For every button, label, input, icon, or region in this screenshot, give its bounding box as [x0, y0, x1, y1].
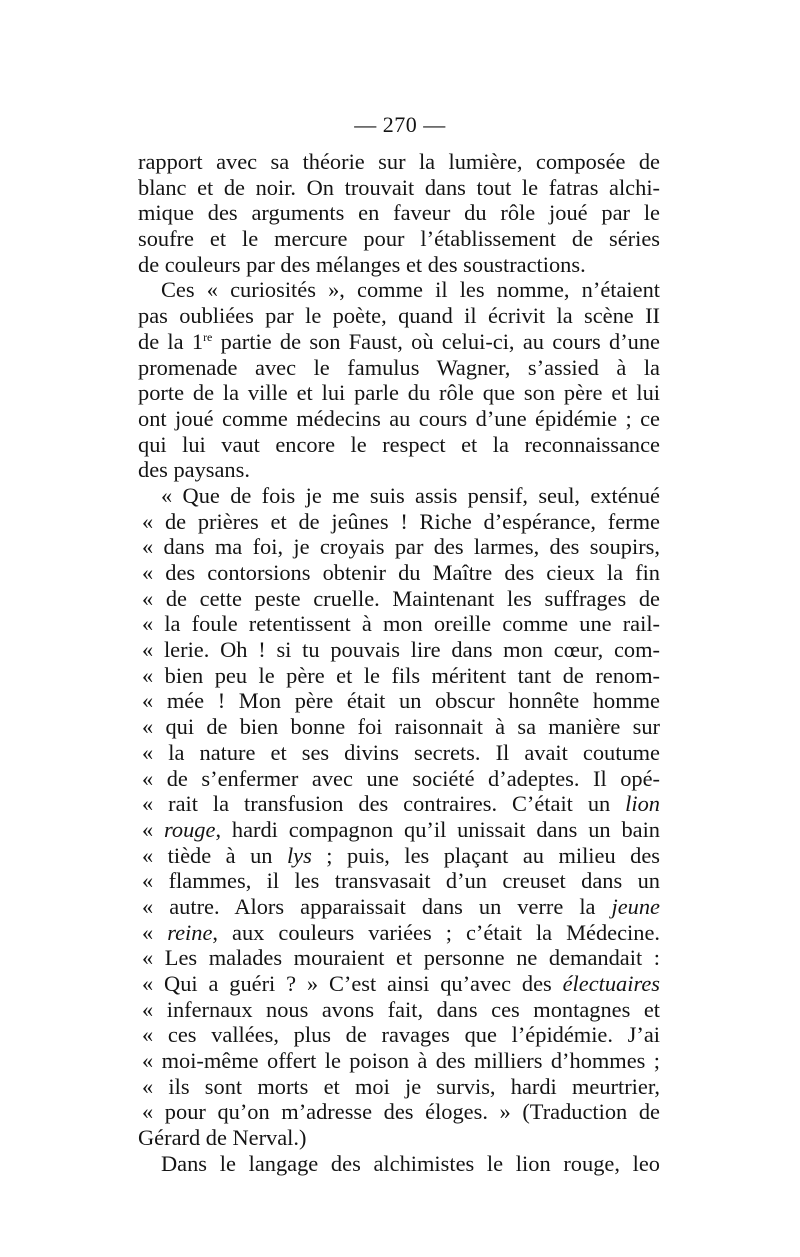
text-line: « qui de bien bonne foi raisonnait à sa manière sur — [142, 714, 660, 740]
italic-run: rouge — [164, 816, 216, 842]
text-line: « des contorsions obtenir du Maître des cieux la fin — [142, 560, 660, 585]
text-line — [138, 971, 660, 997]
text-line: « de s’enfermer avec une société d’adeptes. Il opé- — [142, 765, 660, 791]
text-run: « Qui a guéri ? » C’est ainsi qu’avec des — [142, 971, 563, 996]
text-line: « la nature et ses divins secrets. Il avait coutume — [142, 739, 660, 765]
italic-run: électuaires — [562, 971, 660, 996]
text-line: Gérard de Nerval.) — [138, 1125, 307, 1151]
text-run: de la 1 — [138, 328, 204, 354]
text-line — [138, 791, 660, 817]
text-line: soufre et le mercure pour l’établissement de séries — [138, 226, 660, 252]
italic-run: lys — [286, 842, 312, 868]
text-run: ; puis, les plaçant au milieu des — [311, 842, 660, 868]
text-run: « — [142, 816, 165, 842]
text-line — [138, 329, 660, 355]
text-line: rapport avec sa théorie sur la lumière, composée de — [138, 149, 660, 174]
text-line: « moi-même offert le poison à des milliers d’hommes ; — [142, 1048, 660, 1074]
text-line: « ils sont morts et moi je survis, hardi meurtrier, — [142, 1073, 660, 1099]
text-line: « lerie. Oh ! si tu pouvais lire dans mon cœur, com- — [142, 637, 660, 663]
text-line: ont joué comme médecins au cours d’une épidémie ; ce — [138, 405, 660, 431]
text-line: mique des arguments en faveur du rôle joué par le — [138, 200, 660, 226]
text-line: des paysans. — [138, 457, 250, 483]
text-line: « dans ma foi, je croyais par des larmes, des soupirs, — [142, 534, 660, 560]
text-line: blanc et de noir. On trouvait dans tout le fatras alchi- — [138, 174, 660, 200]
text-line: « pour qu’on m’adresse des éloges. » (Traduction de — [142, 1099, 660, 1125]
text-line: « de prières et de jeûnes ! Riche d’espérance, ferme — [142, 508, 660, 534]
text-run: partie de son Faust, où celui-ci, au cours d’une — [212, 328, 660, 354]
text-line: de couleurs par des mélanges et des soustractions. — [138, 251, 586, 277]
text-run: « tiède à un — [142, 842, 287, 868]
text-run: « rait la transfusion des contraires. C’était un — [142, 791, 626, 817]
text-line — [138, 817, 660, 843]
text-run: , hardi compagnon qu’il unissait dans un bain — [215, 816, 660, 842]
italic-run: lion — [625, 791, 660, 817]
text-line — [138, 894, 660, 920]
body-text — [138, 149, 660, 1177]
text-line: promenade avec le famulus Wagner, s’assied à la — [138, 354, 660, 380]
text-run: , aux couleurs variées ; c’était la Médecine. — [212, 919, 660, 945]
text-line: « bien peu le père et le fils méritent tant de renom- — [142, 662, 660, 688]
page-number: — 270 — — [354, 112, 446, 137]
text-run: « — [142, 919, 168, 945]
text-line: qui lui vaut encore le respect et la reconnaissance — [138, 431, 660, 457]
text-line: « la foule retentissent à mon oreille comme une rail- — [142, 611, 660, 637]
text-line: pas oubliées par le poète, quand il écrivit la scène II — [138, 303, 660, 329]
text-line: « Les malades mouraient et personne ne demandait : — [142, 945, 660, 971]
text-line — [138, 843, 660, 869]
text-line: « flammes, il les transvasait d’un creuset dans un — [142, 868, 660, 894]
italic-run: jeune — [611, 893, 660, 919]
text-line: « infernaux nous avons fait, dans ces montagnes et — [142, 996, 660, 1022]
text-line: porte de la ville et lui parle du rôle que son père et lui — [138, 380, 660, 406]
superscript: re — [203, 329, 213, 344]
text-line: « Que de fois je me suis assis pensif, seul, exténué — [161, 482, 660, 508]
text-line: « ces vallées, plus de ravages que l’épidémie. J’ai — [142, 1022, 660, 1048]
text-run: « autre. Alors apparaissait dans un verre la — [142, 893, 612, 919]
text-line: « de cette peste cruelle. Maintenant les suffrages de — [142, 585, 660, 611]
text-line — [138, 920, 660, 946]
italic-run: reine — [167, 919, 213, 945]
text-line: Ces « curiosités », comme il les nomme, n’étaient — [161, 277, 660, 303]
text-line: Dans le langage des alchimistes le lion rouge, leo — [161, 1150, 660, 1176]
text-line: « mée ! Mon père était un obscur honnête homme — [142, 688, 660, 714]
